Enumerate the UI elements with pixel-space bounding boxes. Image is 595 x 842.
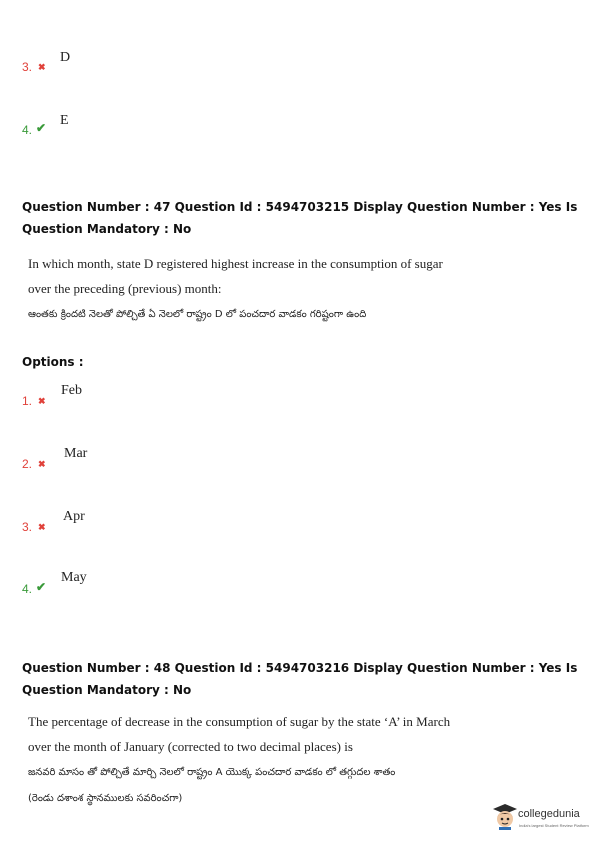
option-number: 3. (22, 520, 33, 534)
wrong-cross-icon: ✖ (38, 522, 46, 532)
correct-check-icon: ✔ (36, 121, 47, 135)
option-number: 1. (22, 394, 33, 408)
option-text: Apr (63, 509, 85, 524)
mascot-icon (493, 804, 517, 830)
logo-tagline: India's largest Student Review Platform (519, 823, 589, 828)
options-label: Options : (22, 355, 84, 369)
option-text: Feb (61, 383, 82, 398)
option-row (22, 446, 222, 472)
option-text: May (61, 570, 87, 585)
question-text-telugu: జనవరి మాసం తో పోల్చితే మార్చి నెలలో రాష్ట్రం A యొక్క పంచదార వాడకం లో తగ్గుదల శాతం (28, 767, 396, 778)
option-row (22, 383, 222, 409)
correct-check-icon: ✔ (36, 580, 47, 594)
question-text-english: over the preceding (previous) month: (28, 281, 222, 296)
option-number: 3. (22, 60, 33, 74)
option-row (22, 114, 222, 140)
question-text-telugu: (రెండు దశాంశ స్థానములకు సవరించగా) (28, 793, 183, 804)
option-number: 4. (22, 582, 33, 596)
question-header: Question Number : 47 Question Id : 5494703215 Display Question Number : Yes Is Question Mandatory : No (22, 200, 578, 236)
option-row (22, 509, 222, 535)
option-number: 4. (22, 123, 33, 137)
collegedunia-logo (493, 802, 589, 832)
wrong-cross-icon: ✖ (38, 396, 46, 406)
question-text-telugu: ఆంతకు క్రిందటి నెలతో పోల్చితే ఏ నెలలో రాష్ట్రం D లో పంచదార వాడకం గరిష్టంగా ఉంది (28, 309, 367, 320)
question-header: Question Number : 48 Question Id : 5494703216 Display Question Number : Yes Is Question Mandatory : No (22, 661, 578, 697)
option-row (22, 50, 222, 76)
option-text: Mar (64, 446, 88, 461)
logo-name: collegedunia (518, 808, 580, 820)
question-text-english: over the month of January (corrected to two decimal places) is (28, 739, 353, 754)
option-text: D (60, 50, 71, 65)
option-number: 2. (22, 457, 33, 471)
wrong-cross-icon: ✖ (38, 459, 46, 469)
option-row (22, 571, 222, 597)
question-text-english: In which month, state D registered highest increase in the consumption of sugar (28, 256, 443, 271)
option-text: E (60, 113, 69, 128)
wrong-cross-icon: ✖ (38, 62, 46, 72)
question-text-english: The percentage of decrease in the consumption of sugar by the state ‘A’ in March (28, 714, 451, 729)
